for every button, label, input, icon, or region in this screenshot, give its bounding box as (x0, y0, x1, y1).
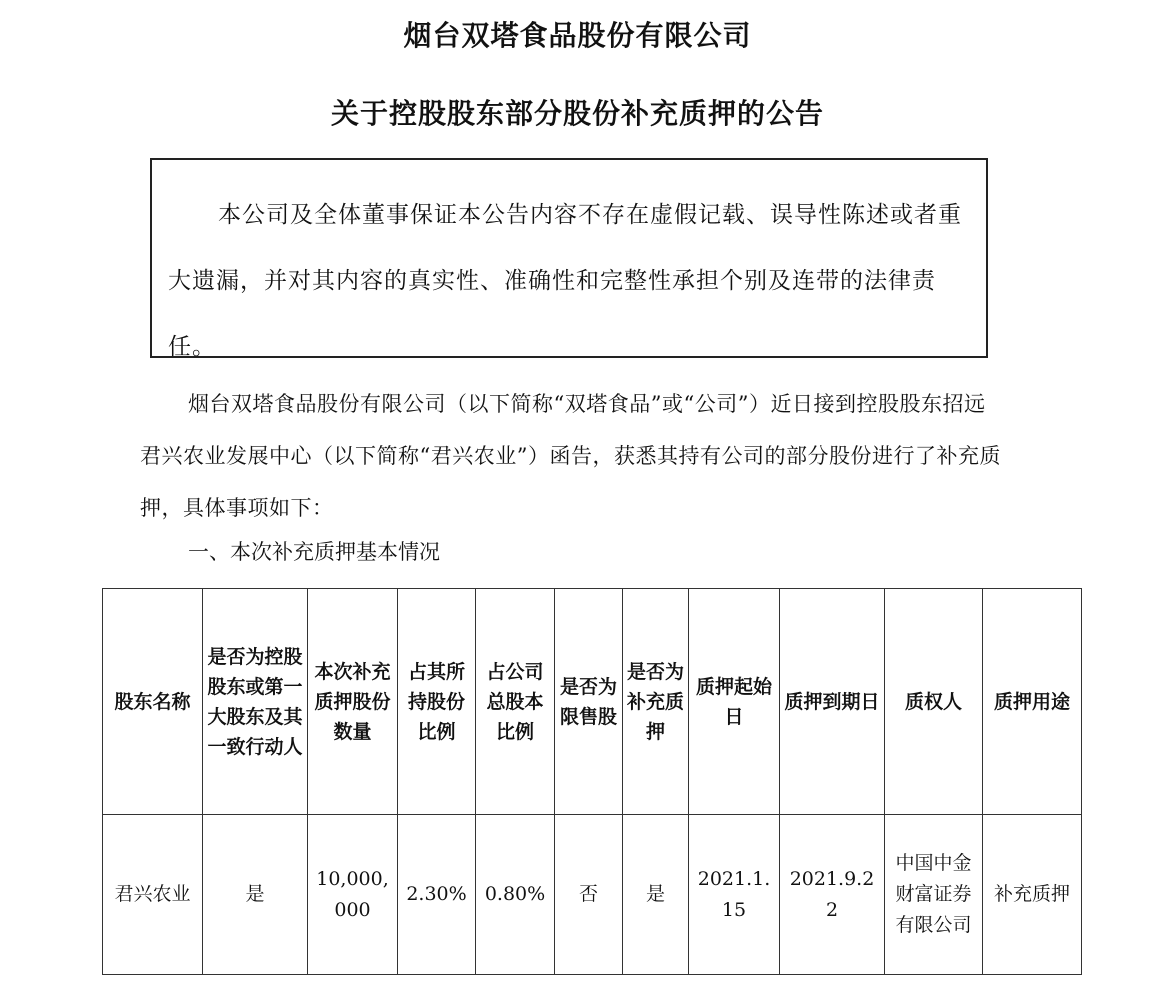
header-is-supplementary: 是否为补充质押 (623, 589, 689, 815)
disclaimer-text: 本公司及全体董事保证本公告内容不存在虚假记载、误导性陈述或者重大遗漏，并对其内容的真实性、准确性和完整性承担个别及连带的法律责任。 (168, 202, 962, 360)
disclaimer-box (150, 158, 988, 358)
pledge-table (102, 588, 1082, 975)
header-pct-held: 占其所持股份比例 (398, 589, 476, 815)
cell-is-controlling: 是 (203, 815, 308, 975)
section-heading: 一、本次补充质押基本情况 (188, 540, 440, 564)
header-start-date: 质押起始日 (689, 589, 780, 815)
intro-paragraph: 烟台双塔食品股份有限公司（以下简称“双塔食品”或“公司”）近日接到控股股东招远君兴农业发展中心（以下简称“君兴农业”）函告，获悉其持有公司的部分股份进行了补充质押，具体事项如下： (140, 392, 1001, 520)
header-pledged-shares: 本次补充质押股份数量 (308, 589, 398, 815)
header-is-controlling: 是否为控股股东或第一大股东及其一致行动人 (203, 589, 308, 815)
cell-is-restricted: 否 (555, 815, 623, 975)
cell-pct-held: 2.30% (398, 815, 476, 975)
document-subtitle: 关于控股股东部分股份补充质押的公告 (330, 97, 824, 130)
header-pledgee: 质权人 (885, 589, 983, 815)
cell-is-supplementary: 是 (623, 815, 689, 975)
cell-pledgee: 中国中金财富证券有限公司 (885, 815, 983, 975)
cell-pct-total: 0.80% (476, 815, 555, 975)
document-title: 烟台双塔食品股份有限公司 (403, 19, 752, 52)
header-end-date: 质押到期日 (780, 589, 885, 815)
header-is-restricted: 是否为限售股 (555, 589, 623, 815)
cell-end-date: 2021.9.22 (780, 815, 885, 975)
cell-purpose: 补充质押 (983, 815, 1082, 975)
cell-pledged-shares: 10,000,000 (308, 815, 398, 975)
table-row (103, 815, 1082, 975)
cell-shareholder-name: 君兴农业 (103, 815, 203, 975)
header-pct-total: 占公司总股本比例 (476, 589, 555, 815)
header-shareholder-name: 股东名称 (103, 589, 203, 815)
table-header-row (103, 589, 1082, 815)
header-purpose: 质押用途 (983, 589, 1082, 815)
cell-start-date: 2021.1.15 (689, 815, 780, 975)
